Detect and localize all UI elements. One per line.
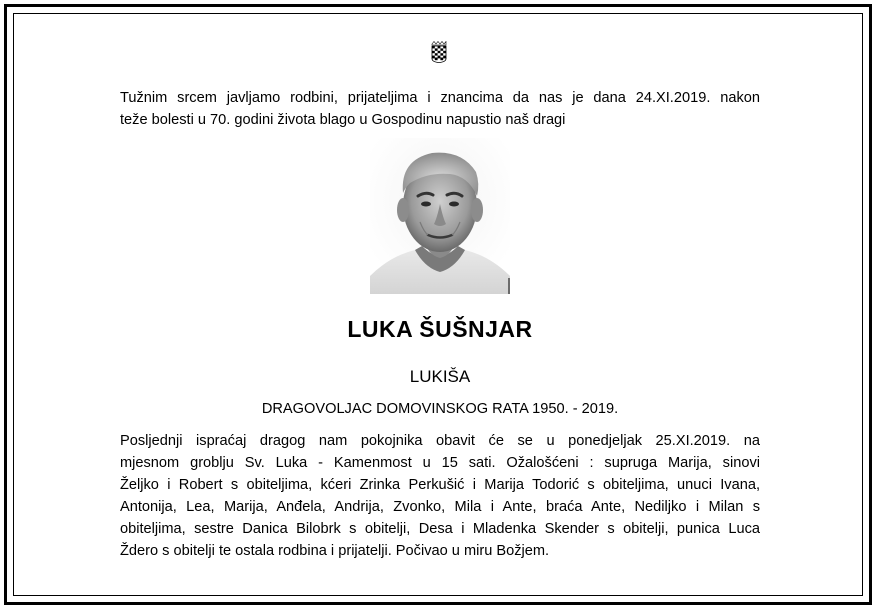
croatian-coat-of-arms-icon [431, 41, 447, 63]
body-line-4: Antonija, Lea, Marija, Anđela, Andrija, Zvonko, Mila i Ante, braća Ante, Nediljko i Milan s [120, 499, 760, 515]
body-line-2: mjesnom groblju Sv. Luka - Kamenmost u 15 sati. Ožalošćeni : supruga Marija, sinovi [120, 455, 760, 471]
intro-text [120, 87, 760, 131]
body-line-5: obiteljima, sestre Danica Bilobrk s obitelji, Desa i Mladenka Skender s obitelji, punica Luca [120, 521, 760, 537]
body-line-1: Posljednji ispraćaj dragog nam pokojnika obavit će se u ponedjeljak 25.XI.2019. na [120, 433, 760, 449]
intro-line-2: teže bolesti u 70. godini života blago u Gospodinu napustio naš dragi [120, 112, 566, 128]
body-line-6: Ždero s obitelji te ostala rodbina i prijatelji. Počivao u miru Božjem. [120, 543, 550, 559]
deceased-name: LUKA ŠUŠNJAR [347, 316, 533, 342]
intro-line-1: Tužnim srcem javljamo rodbini, prijateljima i znancima da nas je dana 24.XI.2019. nakon [120, 90, 760, 106]
body-line-3: Željko i Robert s obiteljima, kćeri Zrinka Perkušić i Marija Todorić s obiteljima, unuci Ivana, [120, 477, 760, 493]
deceased-portrait-photo [370, 138, 510, 294]
veteran-subtitle: DRAGOVOLJAC DOMOVINSKOG RATA 1950. - 2019. [261, 401, 619, 417]
deceased-nickname: LUKIŠA [409, 367, 471, 386]
funeral-details-text [120, 430, 760, 562]
